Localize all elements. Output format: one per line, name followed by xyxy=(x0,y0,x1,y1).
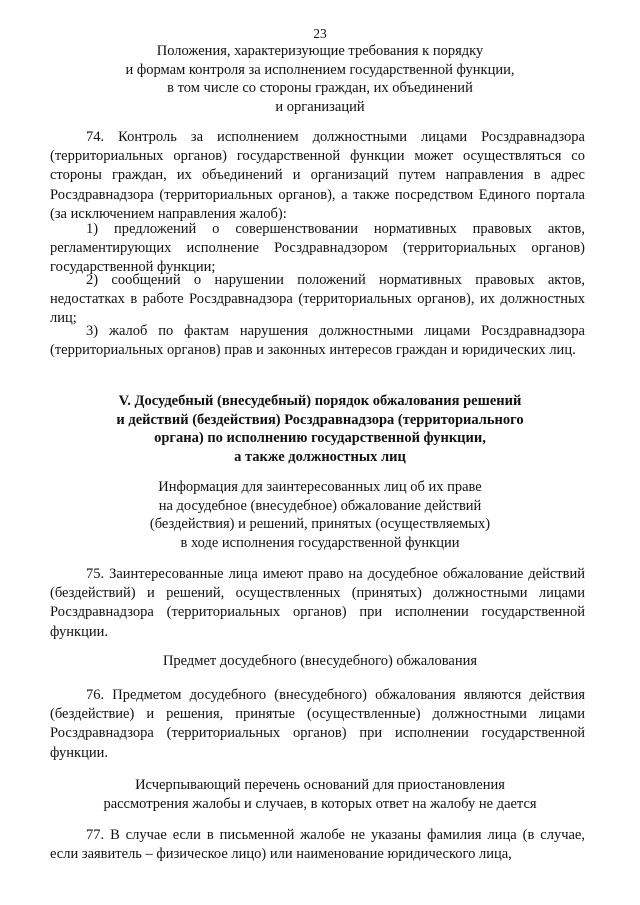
heading-line: органа) по исполнению государственной функции, xyxy=(154,430,486,447)
section-v-title xyxy=(40,392,600,466)
paragraph-74-item-1: 1) предложений о совершенствовании нормативных правовых актов, регламентирующих исполнение Росздравнадзором (территориальных органов) государственной функции; xyxy=(50,221,585,276)
heading-line: Исчерпывающий перечень оснований для приостановления xyxy=(135,777,505,793)
heading-line: в том числе со стороны граждан, их объединений xyxy=(167,80,473,97)
paragraph-74: 74. Контроль за исполнением должностными лицами Росздравнадзора (территориальных органов) государственной функции может осуществляться со стороны граждан, их объединений и организаций путем направления в адрес Росздравнадзора (территориальных органов), а также посредством Единого портала (за исключением направления жалоб): xyxy=(50,129,585,222)
heading-line: рассмотрения жалобы и случаев, в которых ответ на жалобу не дается xyxy=(103,795,537,812)
heading-control-requirements xyxy=(40,42,600,116)
heading-line: на досудебное (внесудебное) обжалование действий xyxy=(158,497,482,514)
paragraph-74-item-2: 2) сообщений о нарушении положений нормативных правовых актов, недостатках в работе Росздравнадзора (территориальных органов), их должностных лиц; xyxy=(50,272,585,327)
heading-line: а также должностных лиц xyxy=(234,448,406,465)
paragraph-74-item-3: 3) жалоб по фактам нарушения должностными лицами Росздравнадзора (территориальных органов) прав и законных интересов граждан и юридических лиц. xyxy=(50,323,585,359)
heading-line: в ходе исполнения государственной функции xyxy=(180,534,460,551)
heading-subject xyxy=(40,652,600,671)
paragraph-77: 77. В случае если в письменной жалобе не указаны фамилия лица (в случае, если заявитель – физическое лицо) или наименование юридического лица, xyxy=(50,827,585,863)
heading-line: Предмет досудебного (внесудебного) обжалования xyxy=(162,653,478,669)
heading-line: (бездействия) и решений, принятых (осуществляемых) xyxy=(149,516,491,533)
heading-information xyxy=(40,478,600,552)
heading-line: Положения, характеризующие требования к порядку xyxy=(156,43,484,59)
paragraph-76: 76. Предметом досудебного (внесудебного) обжалования являются действия (бездействие) и решения, принятые (осуществленные) должностными лицами Росздравнадзора (территориальных органов) при исполнении государственной функции. xyxy=(50,687,585,761)
heading-line: V. Досудебный (внесудебный) порядок обжалования решений xyxy=(118,393,522,409)
heading-line: и действий (бездействия) Росздравнадзора (территориального xyxy=(116,411,524,428)
page-number: 23 xyxy=(313,26,327,41)
heading-grounds xyxy=(40,776,600,813)
heading-line: и формам контроля за исполнением государственной функции, xyxy=(125,61,515,78)
heading-line: и организаций xyxy=(275,98,365,115)
paragraph-75: 75. Заинтересованные лица имеют право на досудебное обжалование действий (бездействий) и решений, осуществленных (принятых) должностными лицами Росздравнадзора (территориальных органов) при исполнении государственной функции. xyxy=(50,566,585,640)
heading-line: Информация для заинтересованных лиц об их праве xyxy=(158,479,482,495)
